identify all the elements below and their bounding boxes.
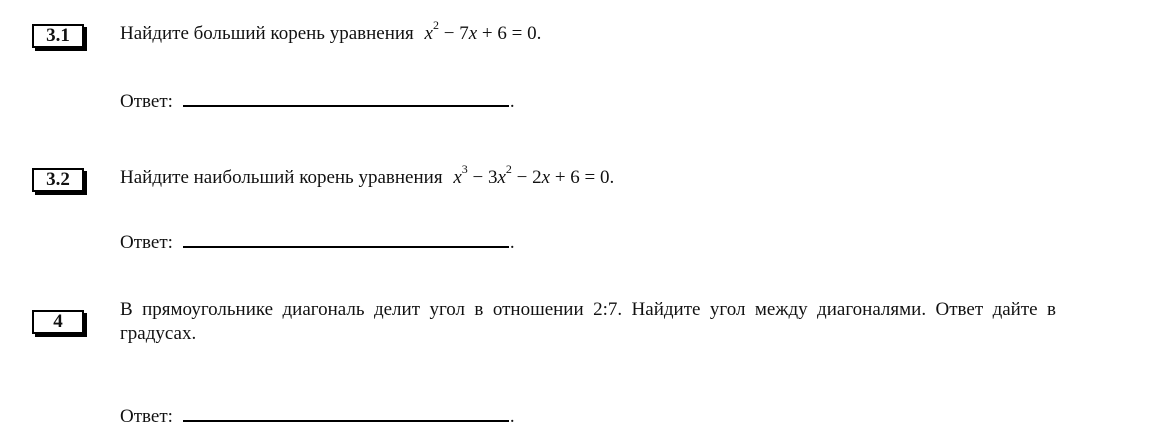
- answer-period: .: [509, 406, 515, 427]
- task-number: 3.1: [46, 25, 70, 46]
- answer-label: Ответ:: [120, 406, 173, 427]
- task-number: 4: [53, 311, 63, 332]
- answer-period: .: [509, 232, 515, 253]
- task-number: 3.2: [46, 169, 70, 190]
- answer-row: [120, 402, 515, 429]
- task-text: [120, 298, 1056, 346]
- task-number-box: [32, 24, 84, 48]
- answer-row: [120, 228, 515, 255]
- task-statement: Найдите наибольший корень уравнения: [120, 167, 443, 188]
- task-text: [120, 161, 615, 190]
- answer-field[interactable]: [183, 87, 509, 107]
- answer-field[interactable]: [183, 228, 509, 248]
- task-statement: В прямоугольнике диагональ делит угол в отношении 2:7. Найдите угол между диагоналями. Ответ дайте в градусах.: [120, 299, 1056, 344]
- equation: $x^2 - 7x + 6 = 0$.: [424, 17, 542, 44]
- task-statement: Найдите больший корень уравнения: [120, 23, 414, 44]
- answer-label: Ответ:: [120, 232, 173, 253]
- answer-row: [120, 87, 515, 114]
- answer-label: Ответ:: [120, 91, 173, 112]
- task-number-box: [32, 168, 84, 192]
- task-text: [120, 17, 542, 46]
- answer-period: .: [509, 91, 515, 112]
- equation: $x^3 - 3x^2 - 2x + 6 = 0$.: [453, 161, 615, 188]
- task-number-box: [32, 310, 84, 334]
- answer-field[interactable]: [183, 402, 509, 422]
